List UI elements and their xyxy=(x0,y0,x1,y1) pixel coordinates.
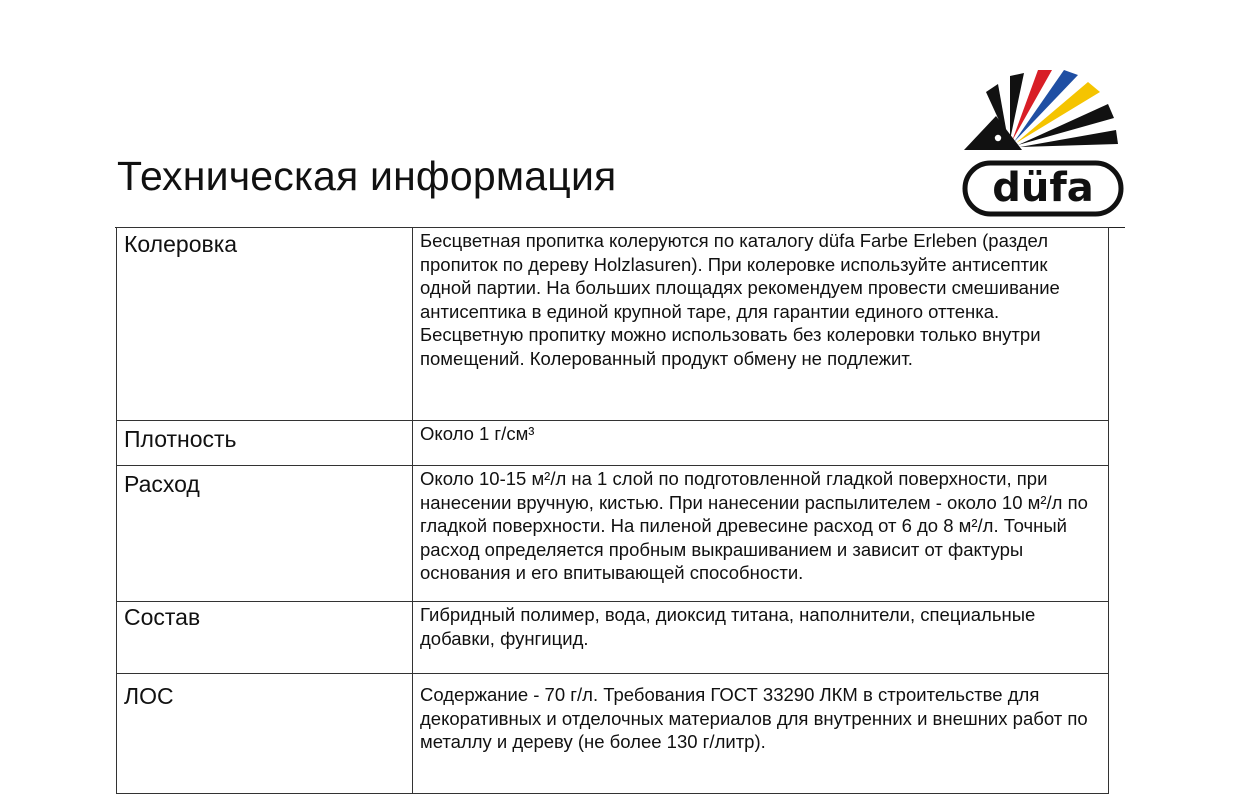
row-value: Около 1 г/см³ xyxy=(413,421,1109,466)
table-row-density xyxy=(117,421,1109,466)
logo-wordmark: düfa xyxy=(992,165,1094,211)
fan-icon xyxy=(964,70,1118,150)
row-value: Содержание - 70 г/л. Требования ГОСТ 33290 ЛКМ в строительстве для декоративных и отделочных материалов для внутренних и внешних работ по металлу и дереву (не более 130 г/литр). xyxy=(413,674,1109,794)
row-label: Расход xyxy=(117,466,413,602)
table-row-tinting xyxy=(117,228,1109,421)
row-label: Плотность xyxy=(117,421,413,466)
page-title: Техническая информация xyxy=(117,153,617,199)
fan-eye xyxy=(995,135,1001,141)
table-row-composition xyxy=(117,602,1109,674)
technical-info-table xyxy=(116,227,1109,794)
table-row-voc xyxy=(117,674,1109,794)
row-label: Колеровка xyxy=(117,228,413,421)
dufa-logo xyxy=(960,64,1126,220)
table-row-consumption xyxy=(117,466,1109,602)
row-value: Гибридный полимер, вода, диоксид титана, наполнители, специальные добавки, фунгицид. xyxy=(413,602,1109,674)
row-label: Состав xyxy=(117,602,413,674)
row-value: Бесцветная пропитка колеруются по каталогу düfa Farbe Erleben (раздел пропиток по дереву Holzlasuren). При колеровке используйте антисептик одной партии. На больших площадях рекомендуем провести смешивание антисептика в единой крупной таре, для гарантии единого оттенка. Бесцветную пропитку можно использовать без колеровки только внутри помещений. Колерованный продукт обмену не подлежит. xyxy=(413,228,1109,421)
row-label: ЛОС xyxy=(117,674,413,794)
row-value: Около 10-15 м²/л на 1 слой по подготовленной гладкой поверхности, при нанесении вручную, кистью. При нанесении распылителем - около 10 м²/л по гладкой поверхности. На пиленой древесине расход от 6 до 8 м²/л. Точный расход определяется пробным выкрашиванием и зависит от фактуры основания и его впитывающей способности. xyxy=(413,466,1109,602)
